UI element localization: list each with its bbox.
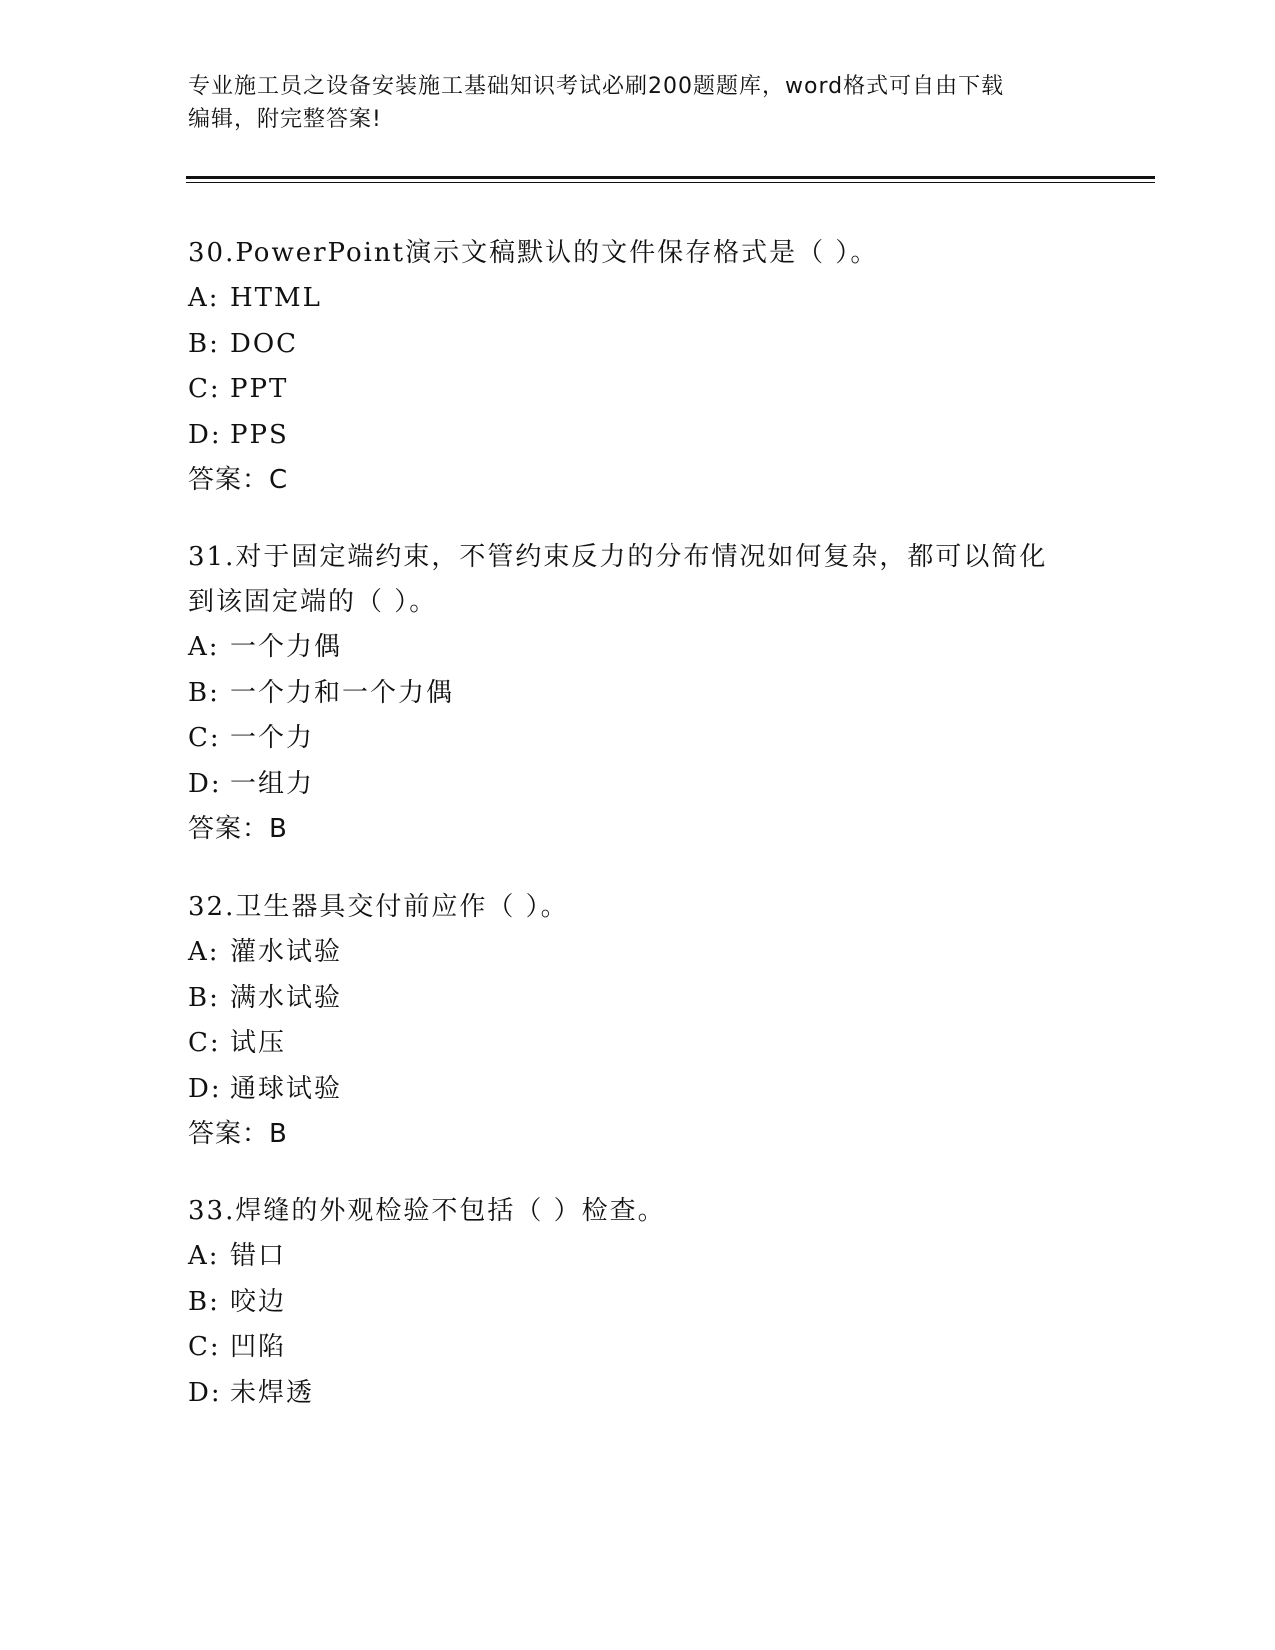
option-letter: D: [188, 768, 222, 799]
document-header [188, 70, 1088, 136]
question-32 [188, 885, 1088, 1157]
header-line-2: 编辑，附完整答案! [188, 107, 382, 132]
question-31 [188, 535, 1088, 852]
option-letter: C: [188, 723, 221, 753]
option-a [188, 276, 1088, 322]
option-text: 咬边 [230, 1286, 287, 1317]
option-text: PPT [230, 374, 289, 404]
answer-line: 答案：B [188, 814, 288, 844]
question-30 [188, 231, 1088, 503]
option-c [188, 1021, 1088, 1067]
option-d [188, 1371, 1088, 1417]
option-text: 未焊透 [230, 1377, 315, 1408]
option-b [188, 976, 1088, 1022]
question-stem: 30.PowerPoint演示文稿默认的文件保存格式是（ ）。 [188, 238, 879, 268]
option-b [188, 671, 1088, 717]
option-a [188, 1234, 1088, 1280]
option-b [188, 322, 1088, 368]
option-c [188, 716, 1088, 762]
answer-line: 答案：C [188, 465, 289, 495]
option-c [188, 1325, 1088, 1371]
option-b [188, 1280, 1088, 1326]
answer-line: 答案：B [188, 1119, 288, 1149]
option-text: DOC [230, 328, 299, 359]
option-text: 错口 [230, 1241, 287, 1271]
header-divider-thin [186, 182, 1155, 183]
option-letter: C: [188, 374, 221, 404]
option-letter: C: [188, 1332, 221, 1362]
header-divider-thick [186, 176, 1155, 179]
option-text: 一组力 [230, 768, 315, 799]
question-stem: 33.焊缝的外观检验不包括（ ）检查。 [188, 1196, 666, 1226]
question-stem-continued: 到该固定端的（ ）。 [188, 587, 438, 617]
question-stem: 31.对于固定端约束，不管约束反力的分布情况如何复杂，都可以简化 [188, 542, 1048, 572]
header-line-1: 专业施工员之设备安装施工基础知识考试必刷200题题库，word格式可自由下载 [188, 74, 1005, 99]
option-letter: C: [188, 1028, 221, 1058]
option-text: 满水试验 [230, 982, 343, 1013]
option-d [188, 762, 1088, 808]
option-d [188, 1067, 1088, 1113]
option-text: 通球试验 [230, 1073, 343, 1104]
option-text: PPS [230, 419, 289, 450]
option-text: 一个力 [230, 723, 315, 753]
question-stem: 32.卫生器具交付前应作（ ）。 [188, 892, 569, 922]
option-text: 一个力和一个力偶 [230, 677, 455, 708]
option-c [188, 367, 1088, 413]
option-a [188, 930, 1088, 976]
option-letter: B: [188, 328, 220, 359]
option-letter: B: [188, 677, 220, 708]
option-text: 试压 [230, 1028, 287, 1058]
question-33 [188, 1189, 1088, 1416]
option-letter: A: [188, 283, 220, 313]
option-letter: B: [188, 982, 220, 1013]
option-a [188, 625, 1088, 671]
option-d [188, 413, 1088, 459]
option-text: HTML [230, 283, 322, 313]
option-text: 灌水试验 [230, 937, 343, 967]
option-letter: D: [188, 1073, 222, 1104]
option-letter: A: [188, 1241, 220, 1271]
option-text: 一个力偶 [230, 632, 343, 662]
option-letter: D: [188, 419, 222, 450]
option-text: 凹陷 [230, 1332, 287, 1362]
option-letter: A: [188, 632, 220, 662]
option-letter: B: [188, 1286, 220, 1317]
option-letter: D: [188, 1377, 222, 1408]
option-letter: A: [188, 937, 220, 967]
